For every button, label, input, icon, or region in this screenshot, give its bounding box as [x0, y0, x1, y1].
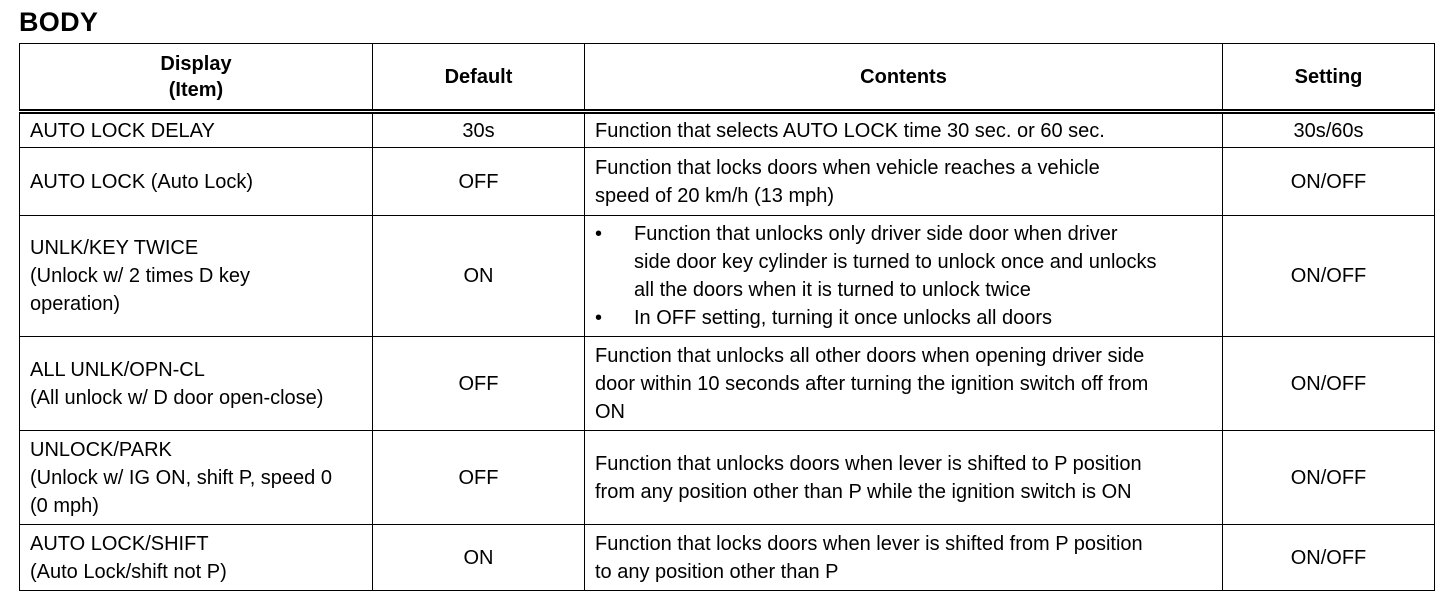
contents-cell: [585, 337, 1223, 431]
contents-line: from any position other than P while the ignition switch is ON: [595, 480, 1132, 503]
contents-line: ON: [595, 400, 625, 423]
default-cell: OFF: [373, 337, 585, 431]
contents-line: Function that locks doors when lever is shifted from P position: [595, 532, 1143, 555]
item-cell: [20, 112, 373, 148]
item-cell: [20, 525, 373, 591]
table-row: [20, 525, 1435, 591]
contents-cell: [585, 216, 1223, 337]
bullet-item: [595, 220, 1212, 304]
contents-line: Function that selects AUTO LOCK time 30 sec. or 60 sec.: [595, 119, 1105, 142]
contents-line: speed of 20 km/h (13 mph): [595, 184, 835, 207]
item-cell: [20, 337, 373, 431]
contents-line: Function that unlocks doors when lever is shifted to P position: [595, 452, 1142, 475]
item-name: UNLOCK/PARK: [30, 438, 172, 461]
header-item-label: (Item): [168, 78, 224, 101]
default-cell: OFF: [373, 148, 585, 216]
item-name: AUTO LOCK/SHIFT: [30, 532, 209, 555]
table-row: [20, 112, 1435, 148]
item-name: UNLK/KEY TWICE: [30, 237, 199, 259]
item-name: AUTO LOCK (Auto Lock): [30, 170, 254, 193]
item-description: operation): [30, 293, 121, 315]
table-row: [20, 216, 1435, 337]
header-display-item: [20, 44, 373, 112]
contents-line: Function that unlocks only driver side door when driver: [634, 223, 1118, 245]
table-row: [20, 431, 1435, 525]
contents-cell: [585, 112, 1223, 148]
default-cell: ON: [373, 216, 585, 337]
item-cell: [20, 216, 373, 337]
bullet-item: [595, 304, 1212, 332]
default-cell: ON: [373, 525, 585, 591]
item-name: AUTO LOCK DELAY: [30, 119, 215, 142]
setting-cell: ON/OFF: [1223, 337, 1435, 431]
header-setting: Setting: [1223, 44, 1435, 112]
bullet-icon: •: [595, 223, 603, 245]
item-cell: [20, 431, 373, 525]
contents-bullet-list: [595, 220, 1212, 332]
table-row: [20, 148, 1435, 216]
setting-cell: ON/OFF: [1223, 431, 1435, 525]
table-header-row: [20, 44, 1435, 112]
bullet-icon: •: [595, 307, 603, 329]
setting-cell: ON/OFF: [1223, 216, 1435, 337]
item-description: (Auto Lock/shift not P): [30, 560, 227, 583]
setting-cell: ON/OFF: [1223, 148, 1435, 216]
contents-line: Function that unlocks all other doors when opening driver side: [595, 344, 1145, 367]
contents-cell: [585, 525, 1223, 591]
setting-cell: 30s/60s: [1223, 112, 1435, 148]
contents-line: side door key cylinder is turned to unlock once and unlocks: [634, 251, 1157, 273]
item-name: ALL UNLK/OPN-CL: [30, 358, 205, 381]
default-cell: OFF: [373, 431, 585, 525]
body-settings-table: [19, 43, 1435, 591]
contents-line: Function that locks doors when vehicle reaches a vehicle: [595, 156, 1100, 179]
contents-line: all the doors when it is turned to unlock twice: [634, 279, 1031, 301]
header-display-label: Display: [160, 52, 232, 75]
contents-cell: [585, 431, 1223, 525]
contents-line: to any position other than P: [595, 560, 839, 583]
item-cell: [20, 148, 373, 216]
section-title: BODY: [19, 7, 99, 37]
item-description: (0 mph): [30, 494, 99, 517]
contents-line: In OFF setting, turning it once unlocks all doors: [634, 307, 1052, 329]
item-description: (Unlock w/ 2 times D key: [30, 265, 251, 287]
item-description: (Unlock w/ IG ON, shift P, speed 0: [30, 466, 332, 489]
header-default: Default: [373, 44, 585, 112]
default-cell: 30s: [373, 112, 585, 148]
contents-cell: [585, 148, 1223, 216]
contents-line: door within 10 seconds after turning the ignition switch off from: [595, 372, 1149, 395]
item-description: (All unlock w/ D door open-close): [30, 386, 324, 409]
header-contents: Contents: [585, 44, 1223, 112]
setting-cell: ON/OFF: [1223, 525, 1435, 591]
table-row: [20, 337, 1435, 431]
